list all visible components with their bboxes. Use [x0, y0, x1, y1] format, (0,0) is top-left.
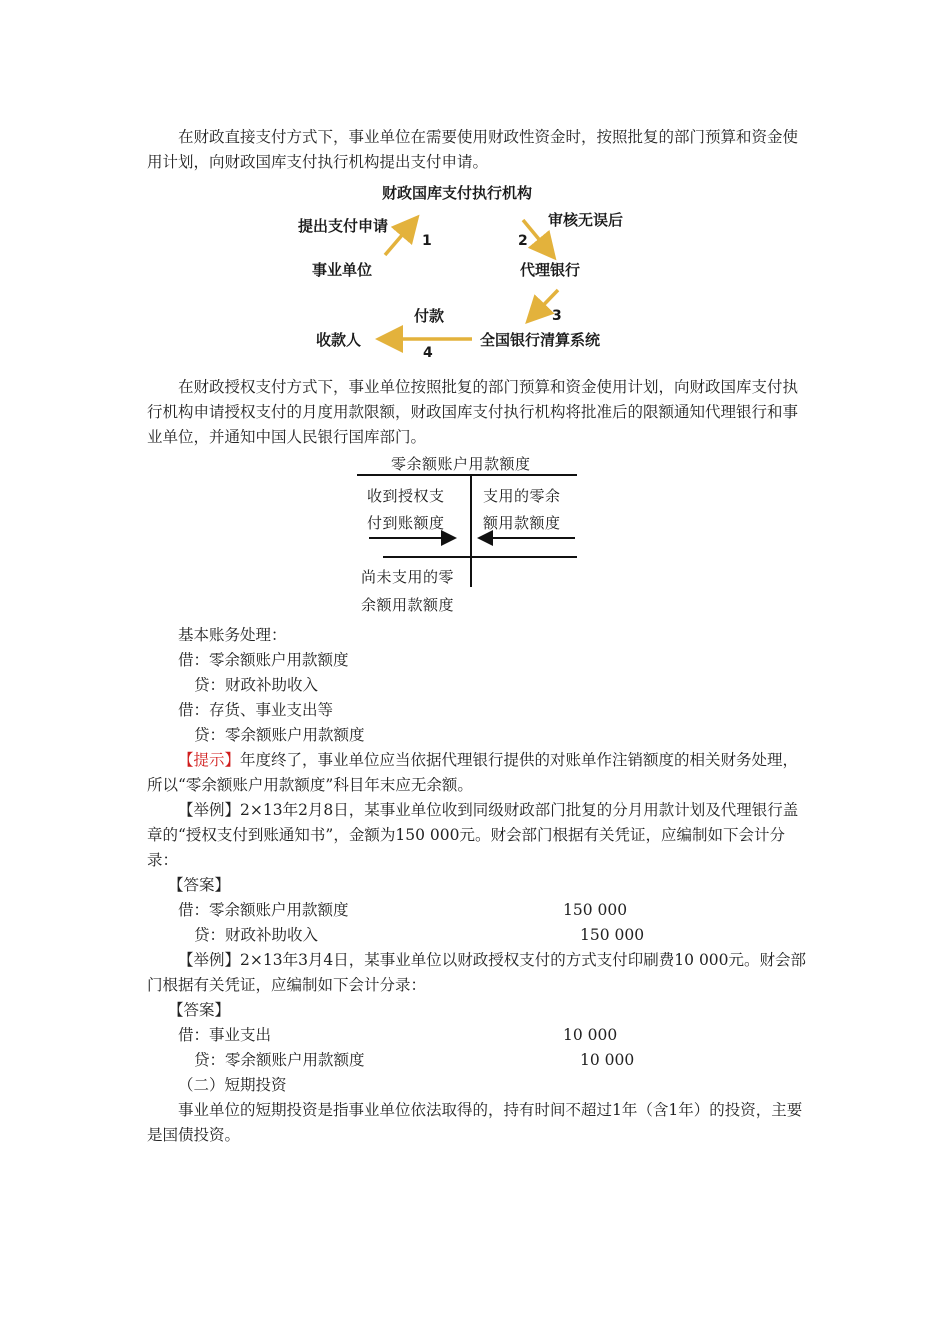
t-left-line-1: 收到授权支 — [367, 487, 445, 505]
label-submit-request: 提出支付申请 — [298, 217, 389, 235]
t-left-line-2: 付到账额度 — [367, 514, 445, 532]
tip-text: 年度终了，事业单位应当依据代理银行提供的对账单作注销额度的相关财务处理，所以“零余额账户用款额度”科目年末应无余额。 — [147, 751, 799, 794]
example-1-debit: 借：零余额账户用款额度 — [178, 901, 349, 919]
example-2-debit-amount: 10 000 — [563, 1026, 618, 1044]
step-number-2: 2 — [518, 233, 528, 249]
paragraph-authorized-payment: 在财政授权支付方式下，事业单位按照批复的部门预算和资金使用计划，向财政国库支付执行机构申请授权支付的月度用款限额，财政国库支付执行机构将批准后的限额通知代理银行和事业单位，并通知中国人民银行国库部门。 — [147, 378, 799, 446]
tip-tag: 【提示】 — [178, 751, 241, 769]
example-2-answer: 【答案】 — [168, 1001, 231, 1019]
node-public-institution: 事业单位 — [312, 261, 373, 279]
paragraph-direct-payment: 在财政直接支付方式下，事业单位在需要使用财政性资金时，按照批复的部门预算和资金使用计划，向财政国库支付执行机构提出支付申请。 — [147, 128, 799, 171]
example-2-debit: 借：事业支出 — [178, 1026, 272, 1044]
arrow-1 — [385, 220, 415, 255]
t-bottom-line-1: 尚未支用的零 — [361, 568, 455, 586]
example-2-credit: 贷：零余额账户用款额度 — [194, 1051, 365, 1069]
step-number-3: 3 — [552, 308, 562, 324]
t-right-line-2: 额用款额度 — [483, 514, 561, 532]
example-1-answer: 【答案】 — [168, 876, 231, 894]
direct-payment-flow-diagram — [290, 177, 660, 361]
t-account-diagram — [355, 447, 585, 617]
paragraph-short-term-investment: 事业单位的短期投资是指事业单位依法取得的，持有时间不超过1年（含1年）的投资，主要是国债投资。 — [147, 1101, 803, 1144]
label-after-review: 审核无误后 — [548, 211, 624, 229]
basic-entry-1: 借：零余额账户用款额度 — [178, 651, 349, 669]
step-number-1: 1 — [422, 233, 432, 249]
section-heading: （二）短期投资 — [178, 1076, 287, 1094]
example-2-paragraph: 【举例】2×13年3月4日，某事业单位以财政授权支付的方式支付印刷费10 000元。财会部门根据有关凭证，应编制如下会计分录： — [147, 951, 807, 994]
basic-heading: 基本账务处理： — [178, 626, 287, 644]
example-1-credit-amount: 150 000 — [580, 926, 645, 944]
t-account-title: 零余额账户用款额度 — [391, 455, 531, 473]
example-1-debit-amount: 150 000 — [563, 901, 628, 919]
node-clearing-system: 全国银行清算系统 — [480, 331, 601, 349]
example-1-credit: 贷：财政补助收入 — [194, 926, 319, 944]
t-right-line-1: 支用的零余 — [483, 487, 561, 505]
t-bottom-line-2: 余额用款额度 — [361, 596, 455, 614]
basic-entry-2: 贷：财政补助收入 — [194, 676, 319, 694]
example-2-credit-amount: 10 000 — [580, 1051, 635, 1069]
node-agent-bank: 代理银行 — [520, 261, 581, 279]
basic-entry-4: 贷：零余额账户用款额度 — [194, 726, 365, 744]
node-treasury-agency: 财政国库支付执行机构 — [382, 184, 533, 202]
example-1-paragraph: 【举例】2×13年2月8日，某事业单位收到同级财政部门批复的分月用款计划及代理银行盖章的“授权支付到账通知书”，金额为150 000元。财会部门根据有关凭证，应编制如下会计分录： — [147, 801, 799, 869]
label-payment: 付款 — [414, 307, 445, 325]
step-number-4: 4 — [423, 345, 433, 361]
basic-entry-3: 借：存货、事业支出等 — [178, 701, 334, 719]
node-payee: 收款人 — [316, 331, 362, 349]
tip-paragraph — [147, 748, 812, 798]
